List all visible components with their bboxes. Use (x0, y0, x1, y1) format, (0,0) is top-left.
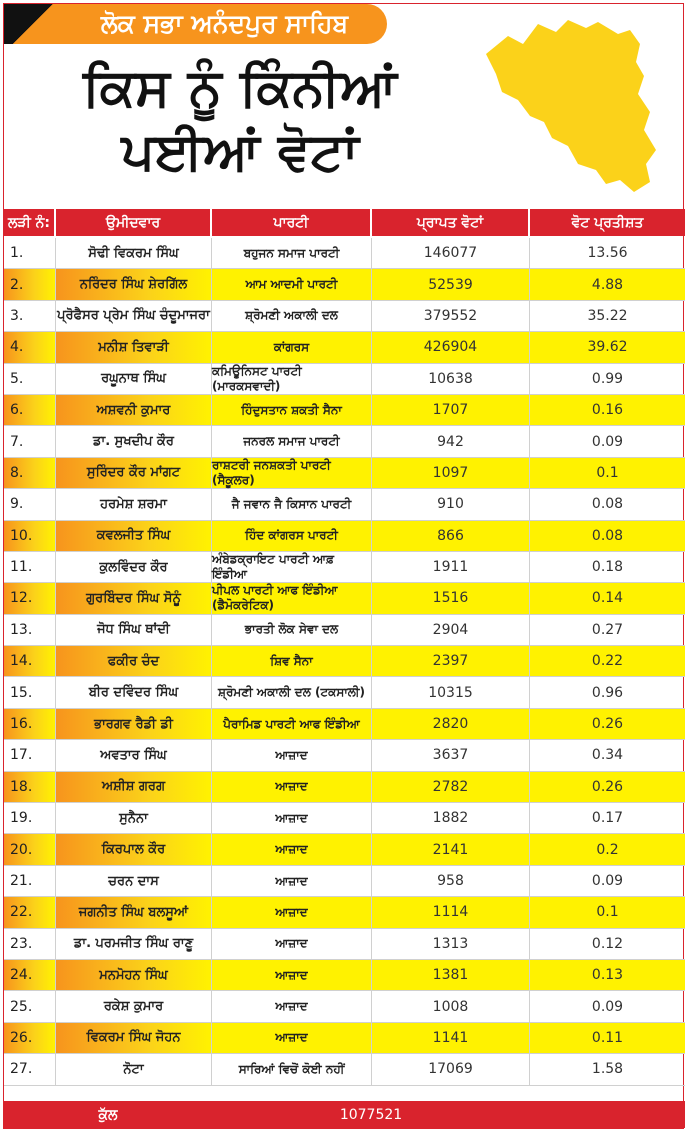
candidate-name: ਕਿਰਪਾਲ ਕੌਰ (56, 834, 212, 864)
row-serial: 7. (4, 426, 56, 456)
table-row (4, 991, 685, 1022)
candidate-name: ਸੋਢੀ ਵਿਕਰਮ ਸਿੰਘ (56, 238, 212, 268)
votes-count: 942 (372, 426, 530, 456)
row-serial: 11. (4, 552, 56, 582)
table-row (4, 521, 685, 552)
candidate-name: ਨੋਟਾ (56, 1054, 212, 1084)
headline-line-1: ਕਿਸ ਨੂੰ ਕਿੰਨੀਆਂ (83, 58, 397, 118)
votes-count: 10315 (372, 677, 530, 707)
votes-count: 958 (372, 866, 530, 896)
header-votes: ਪ੍ਰਾਪਤ ਵੋਟਾਂ (372, 209, 530, 236)
total-label: ਕੁੱਲ (98, 1106, 118, 1123)
votes-count: 1141 (372, 1023, 530, 1053)
party-name: ਆਜ਼ਾਦ (212, 772, 372, 802)
vote-percentage: 0.14 (530, 583, 685, 613)
row-serial: 9. (4, 489, 56, 519)
row-serial: 21. (4, 866, 56, 896)
table-row (4, 709, 685, 740)
row-serial: 3. (4, 301, 56, 331)
party-name: ਬਹੁਜਨ ਸਮਾਜ ਪਾਰਟੀ (212, 238, 372, 268)
candidate-name: ਸੁਨੈਨਾ (56, 803, 212, 833)
row-serial: 13. (4, 615, 56, 645)
votes-count: 1707 (372, 395, 530, 425)
row-serial: 23. (4, 929, 56, 959)
vote-percentage: 0.99 (591, 370, 624, 387)
row-serial: 14. (4, 646, 56, 676)
row-serial: 19. (4, 803, 56, 833)
vote-percentage: 0.16 (530, 395, 685, 425)
vote-percentage: 0.13 (530, 960, 685, 990)
header-percentage: ਵੋਟ ਪ੍ਰਤੀਸ਼ਤ (530, 209, 685, 236)
votes-count: 1381 (372, 960, 530, 990)
table-row (4, 803, 685, 834)
vote-percentage: 0.12 (591, 935, 624, 952)
row-serial: 8. (4, 458, 56, 488)
party-name: ਆਜ਼ਾਦ (212, 834, 372, 864)
party-name: ਆਮ ਆਦਮੀ ਪਾਰਟੀ (212, 269, 372, 299)
table-row (4, 1054, 685, 1085)
row-serial: 18. (4, 772, 56, 802)
map-shape (486, 20, 656, 192)
party-name: ਆਜ਼ਾਦ (212, 866, 372, 896)
votes-count: 52539 (372, 269, 530, 299)
vote-percentage: 0.09 (591, 873, 624, 889)
table-row (4, 583, 685, 614)
vote-percentage: 0.11 (530, 1023, 685, 1053)
row-serial: 10. (4, 521, 56, 551)
table-row (4, 772, 685, 803)
row-serial: 4. (4, 332, 56, 362)
party-name: ਹਿੰਦੁਸਤਾਨ ਸ਼ਕਤੀ ਸੈਨਾ (212, 395, 372, 425)
table-row (4, 1023, 685, 1054)
votes-count: 2141 (372, 834, 530, 864)
vote-percentage: 0.26 (530, 709, 685, 739)
row-serial: 26. (4, 1023, 56, 1053)
vote-percentage: 1.58 (591, 1061, 624, 1078)
party-name: ਜਨਰਲ ਸਮਾਜ ਪਾਰਟੀ (212, 426, 372, 456)
party-name: ਸਾਰਿਆਂ ਵਿਚੋਂ ਕੋਈ ਨਹੀਂ (212, 1054, 372, 1084)
votes-count: 17069 (372, 1054, 530, 1084)
candidate-name: ਕੁਲਵਿੰਦਰ ਕੌਰ (56, 552, 212, 582)
table-row (4, 866, 685, 897)
vote-percentage: 0.09 (591, 998, 624, 1015)
votes-count: 426904 (372, 332, 530, 362)
vote-percentage: 0.09 (591, 433, 624, 450)
candidate-name: ਨਰਿੰਦਰ ਸਿੰਘ ਸ਼ੇਰਗਿੱਲ (56, 269, 212, 299)
party-name: ਹਿੰਦ ਕਾਂਗਰਸ ਪਾਰਟੀ (212, 521, 372, 551)
vote-percentage: 0.34 (591, 747, 624, 764)
candidate-name: ਰਕੇਸ਼ ਕੁਮਾਰ (56, 991, 212, 1021)
party-name: ਆਜ਼ਾਦ (212, 991, 372, 1021)
votes-count: 2820 (372, 709, 530, 739)
table-row (4, 677, 685, 708)
table-row (4, 897, 685, 928)
vote-percentage: 0.1 (530, 897, 685, 927)
party-name: ਕਮਿਊਨਿਸਟ ਪਾਰਟੀ (ਮਾਰਕਸਵਾਦੀ) (212, 364, 372, 394)
table-row (4, 960, 685, 991)
constituency-banner: ਲੋਕ ਸਭਾ ਅਨੰਦਪੁਰ ਸਾਹਿਬ (62, 4, 387, 44)
header-serial: ਲੜੀ ਨੰ: (4, 209, 56, 236)
table-row (4, 929, 685, 960)
party-name: ਰਾਸ਼ਟਰੀ ਜਨਸ਼ਕਤੀ ਪਾਰਟੀ (ਸੈਕੂਲਰ) (212, 458, 372, 488)
table-row (4, 615, 685, 646)
vote-percentage: 0.08 (530, 521, 685, 551)
candidate-name: ਭਾਰਗਵ ਰੈਡੀ ਡੀ (56, 709, 212, 739)
party-name: ਪੀਪਲ ਪਾਰਟੀ ਆਫ ਇੰਡੀਆ (ਡੈਮੋਕਰੇਟਿਕ) (212, 583, 372, 613)
table-row (4, 552, 685, 583)
party-name: ਸ਼ਿਵ ਸੈਨਾ (212, 646, 372, 676)
vote-percentage: 39.62 (530, 332, 685, 362)
row-serial: 15. (4, 677, 56, 707)
table-row (4, 238, 685, 269)
candidate-name: ਪ੍ਰੋਫੈਸਰ ਪ੍ਰੇਮ ਸਿੰਘ ਚੰਦੂਮਾਜਰਾ (56, 301, 212, 331)
vote-percentage: 4.88 (530, 269, 685, 299)
candidate-name: ਗੁਰਬਿੰਦਰ ਸਿੰਘ ਸੋਨੂੰ (56, 583, 212, 613)
votes-count: 1911 (372, 552, 530, 582)
party-name: ਆਜ਼ਾਦ (212, 740, 372, 770)
table-row (4, 834, 685, 865)
candidate-name: ਮਨਮੋਹਨ ਸਿੰਘ (56, 960, 212, 990)
row-serial: 2. (4, 269, 56, 299)
row-serial: 17. (4, 740, 56, 770)
row-serial: 6. (4, 395, 56, 425)
table-row (4, 332, 685, 363)
candidate-name: ਰਘੂਨਾਥ ਸਿੰਘ (56, 364, 212, 394)
votes-count: 1882 (372, 803, 530, 833)
candidate-name: ਜੋਧ ਸਿੰਘ ਥਾਂਦੀ (56, 615, 212, 645)
vote-percentage: 35.22 (587, 307, 628, 324)
vote-percentage: 0.22 (530, 646, 685, 676)
votes-count: 3637 (372, 740, 530, 770)
party-name: ਆਜ਼ਾਦ (212, 960, 372, 990)
table-row (4, 301, 685, 332)
party-name: ਕਾਂਗਰਸ (212, 332, 372, 362)
party-name: ਸ਼੍ਰੋਮਣੀ ਅਕਾਲੀ ਦਲ (ਟਕਸਾਲੀ) (212, 677, 372, 707)
header-candidate: ਉਮੀਦਵਾਰ (56, 209, 212, 236)
row-serial: 20. (4, 834, 56, 864)
party-name: ਭਾਰਤੀ ਲੋਕ ਸੇਵਾ ਦਲ (212, 615, 372, 645)
row-serial: 22. (4, 897, 56, 927)
table-row (4, 395, 685, 426)
candidate-name: ਜਗਨੀਤ ਸਿੰਘ ਬਲਸੂਆਂ (56, 897, 212, 927)
constituency-map-icon (468, 14, 668, 196)
votes-count: 910 (372, 489, 530, 519)
candidate-name: ਫਕੀਰ ਚੰਦ (56, 646, 212, 676)
results-table (4, 238, 685, 1086)
table-row (4, 646, 685, 677)
vote-percentage: 0.27 (591, 621, 624, 638)
votes-count: 1008 (372, 991, 530, 1021)
vote-percentage: 0.96 (591, 684, 624, 701)
votes-count: 10638 (372, 364, 530, 394)
table-row (4, 458, 685, 489)
votes-count: 1097 (372, 458, 530, 488)
votes-count: 1114 (372, 897, 530, 927)
vote-percentage: 0.1 (530, 458, 685, 488)
candidate-name: ਮਨੀਸ਼ ਤਿਵਾੜੀ (56, 332, 212, 362)
votes-count: 379552 (372, 301, 530, 331)
candidate-name: ਹਰਮੇਸ਼ ਸ਼ਰਮਾ (56, 489, 212, 519)
row-serial: 5. (4, 364, 56, 394)
total-votes: 1077521 (339, 1106, 403, 1123)
vote-percentage: 0.26 (530, 772, 685, 802)
votes-count: 2904 (372, 615, 530, 645)
row-serial: 1. (4, 238, 56, 268)
candidate-name: ਅਸ਼ੀਸ਼ ਗਰਗ (56, 772, 212, 802)
party-name: ਪੈਰਾਮਿਡ ਪਾਰਟੀ ਆਫ ਇੰਡੀਆ (212, 709, 372, 739)
row-serial: 24. (4, 960, 56, 990)
vote-percentage: 0.08 (591, 496, 624, 513)
vote-percentage: 0.18 (591, 559, 624, 576)
table-row (4, 269, 685, 300)
candidate-name: ਅਸ਼ਵਨੀ ਕੁਮਾਰ (56, 395, 212, 425)
party-name: ਆਜ਼ਾਦ (212, 929, 372, 959)
votes-count: 1313 (372, 929, 530, 959)
table-row (4, 364, 685, 395)
candidate-name: ਅਵਤਾਰ ਸਿੰਘ (56, 740, 212, 770)
vote-percentage: 0.17 (591, 810, 624, 827)
vote-percentage: 0.2 (530, 834, 685, 864)
party-name: ਆਜ਼ਾਦ (212, 803, 372, 833)
party-name: ਆਜ਼ਾਦ (212, 897, 372, 927)
row-serial: 25. (4, 991, 56, 1021)
party-name: ਜੈ ਜਵਾਨ ਜੈ ਕਿਸਾਨ ਪਾਰਟੀ (212, 489, 372, 519)
party-name: ਸ਼੍ਰੋਮਣੀ ਅਕਾਲੀ ਦਲ (212, 301, 372, 331)
table-row (4, 489, 685, 520)
total-row (4, 1101, 685, 1128)
party-name: ਅੰਬੇਡਕ੍ਰਾਇਟ ਪਾਰਟੀ ਆਫ਼ ਇੰਡੀਆ (212, 552, 372, 582)
ribbon-corner (4, 4, 62, 44)
candidate-name: ਵਿਕਰਮ ਸਿੰਘ ਜੋਹਨ (56, 1023, 212, 1053)
candidate-name: ਡਾ. ਪਰਮਜੀਤ ਸਿੰਘ ਰਾਣੂ (56, 929, 212, 959)
header-party: ਪਾਰਟੀ (212, 209, 372, 236)
vote-percentage: 13.56 (587, 245, 628, 262)
table-row (4, 740, 685, 771)
candidate-name: ਚਰਨ ਦਾਸ (56, 866, 212, 896)
row-serial: 12. (4, 583, 56, 613)
votes-count: 1516 (372, 583, 530, 613)
votes-count: 2397 (372, 646, 530, 676)
votes-count: 2782 (372, 772, 530, 802)
votes-count: 146077 (372, 238, 530, 268)
candidate-name: ਸੁਰਿੰਦਰ ਕੌਰ ਮਾਂਗਟ (56, 458, 212, 488)
table-row (4, 426, 685, 457)
party-name: ਆਜ਼ਾਦ (212, 1023, 372, 1053)
votes-count: 866 (372, 521, 530, 551)
candidate-name: ਬੀਰ ਦਵਿੰਦਰ ਸਿੰਘ (56, 677, 212, 707)
row-serial: 27. (4, 1054, 56, 1084)
table-header (4, 209, 685, 236)
headline-line-2: ਪਈਆਂ ਵੋਟਾਂ (121, 122, 359, 182)
candidate-name: ਕਵਲਜੀਤ ਸਿੰਘ (56, 521, 212, 551)
row-serial: 16. (4, 709, 56, 739)
candidate-name: ਡਾ. ਸੁਖਦੀਪ ਕੌਰ (56, 426, 212, 456)
